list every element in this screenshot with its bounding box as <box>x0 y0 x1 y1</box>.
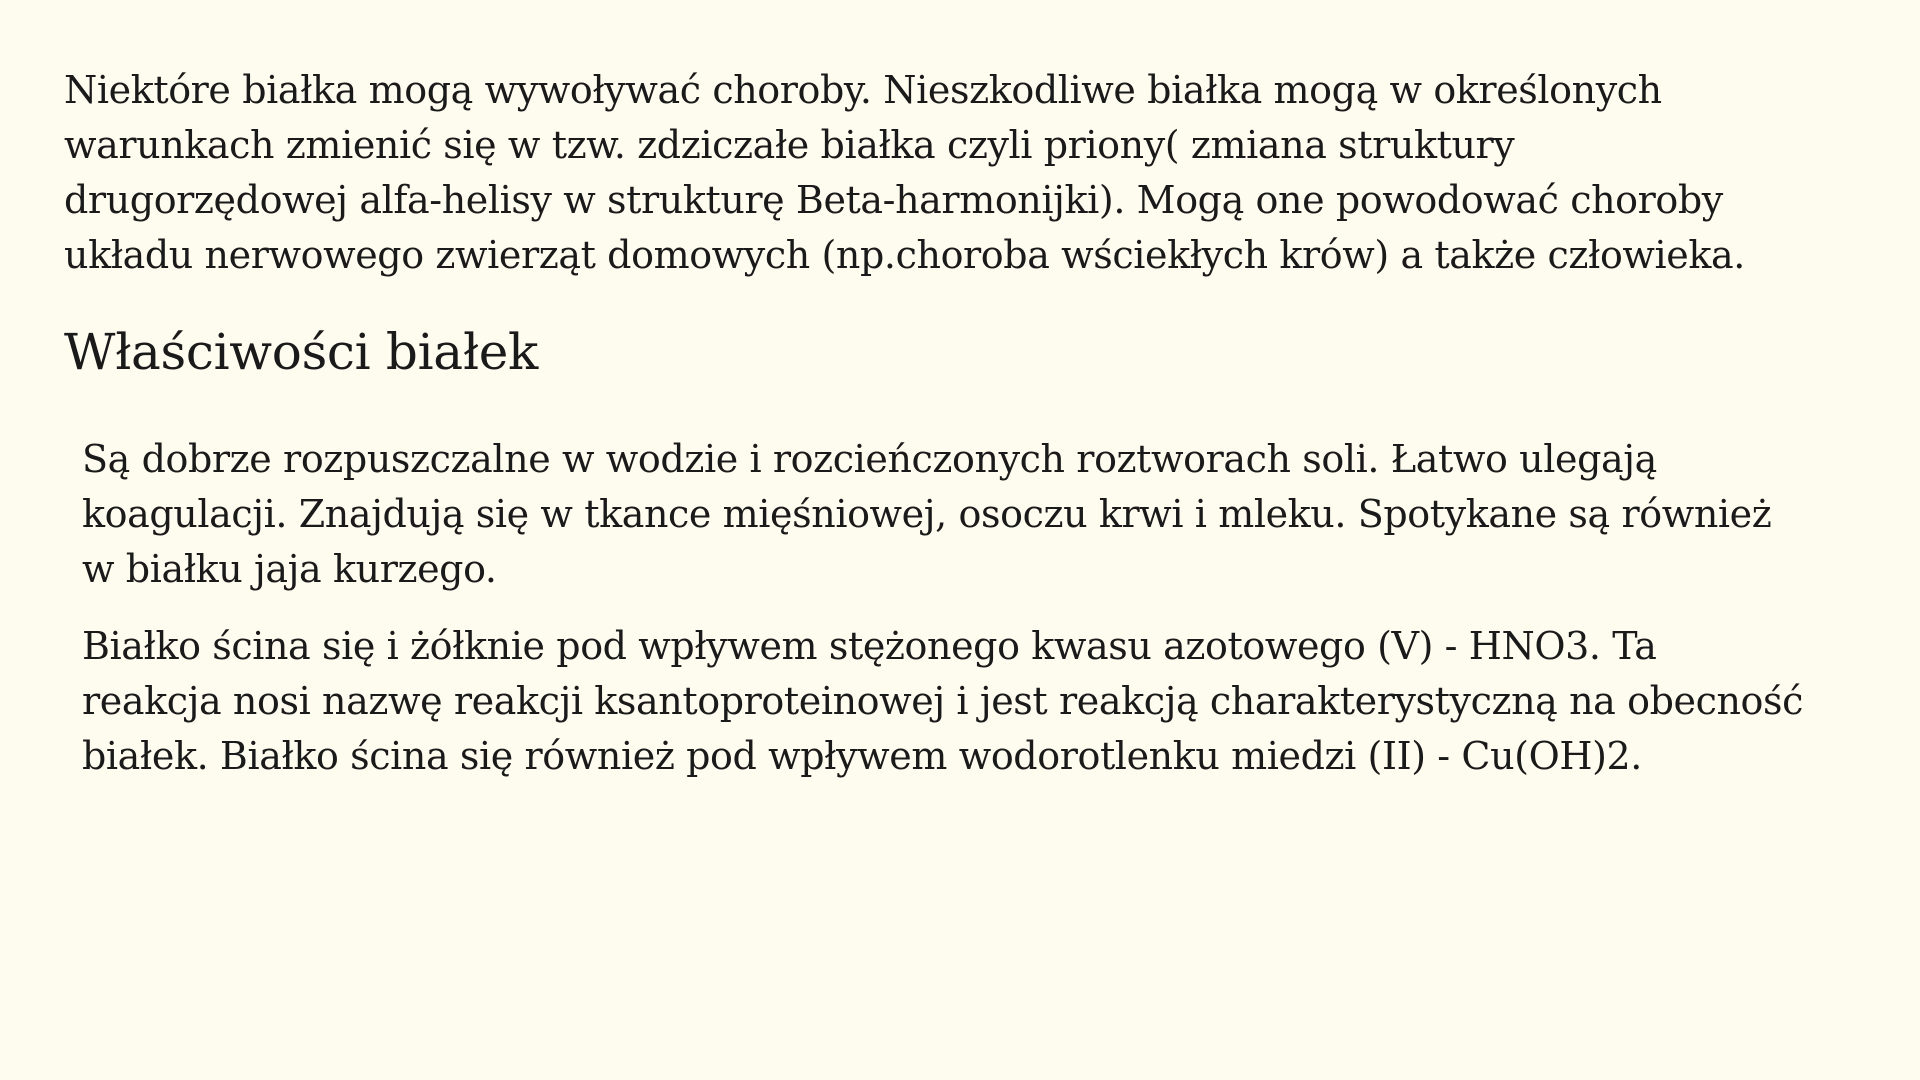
section-heading: Właściwości białek <box>64 323 539 381</box>
properties-paragraph-1: Są dobrze rozpuszczalne w wodzie i rozcieńczonych roztworach soli. Łatwo ulegają koagulacji. Znajdują się w tkance mięśniowej, osoczu krwi i mleku. Spotykane są również w białku jaja kurzego. <box>82 437 1772 591</box>
properties-paragraph-2: Białko ścina się i żółknie pod wpływem stężonego kwasu azotowego (V) - HNO3. Ta reakcja nosi nazwę reakcji ksantoproteinowej i jest reakcją charakterystyczną na obecność białek. Białko ścina się również pod wpływem wodorotlenku miedzi (II) - Cu(OH)2. <box>82 624 1804 778</box>
intro-paragraph: Niektóre białka mogą wywoływać choroby. Nieszkodliwe białka mogą w określonych warunkach zmienić się w tzw. zdziczałe białka czyli priony( zmiana struktury drugorzędowej alfa-helisy w strukturę Beta-harmonijki). Mogą one powodować choroby układu nerwowego zwierząt domowych (np.choroba wściekłych krów) a także człowieka. <box>64 68 1745 277</box>
